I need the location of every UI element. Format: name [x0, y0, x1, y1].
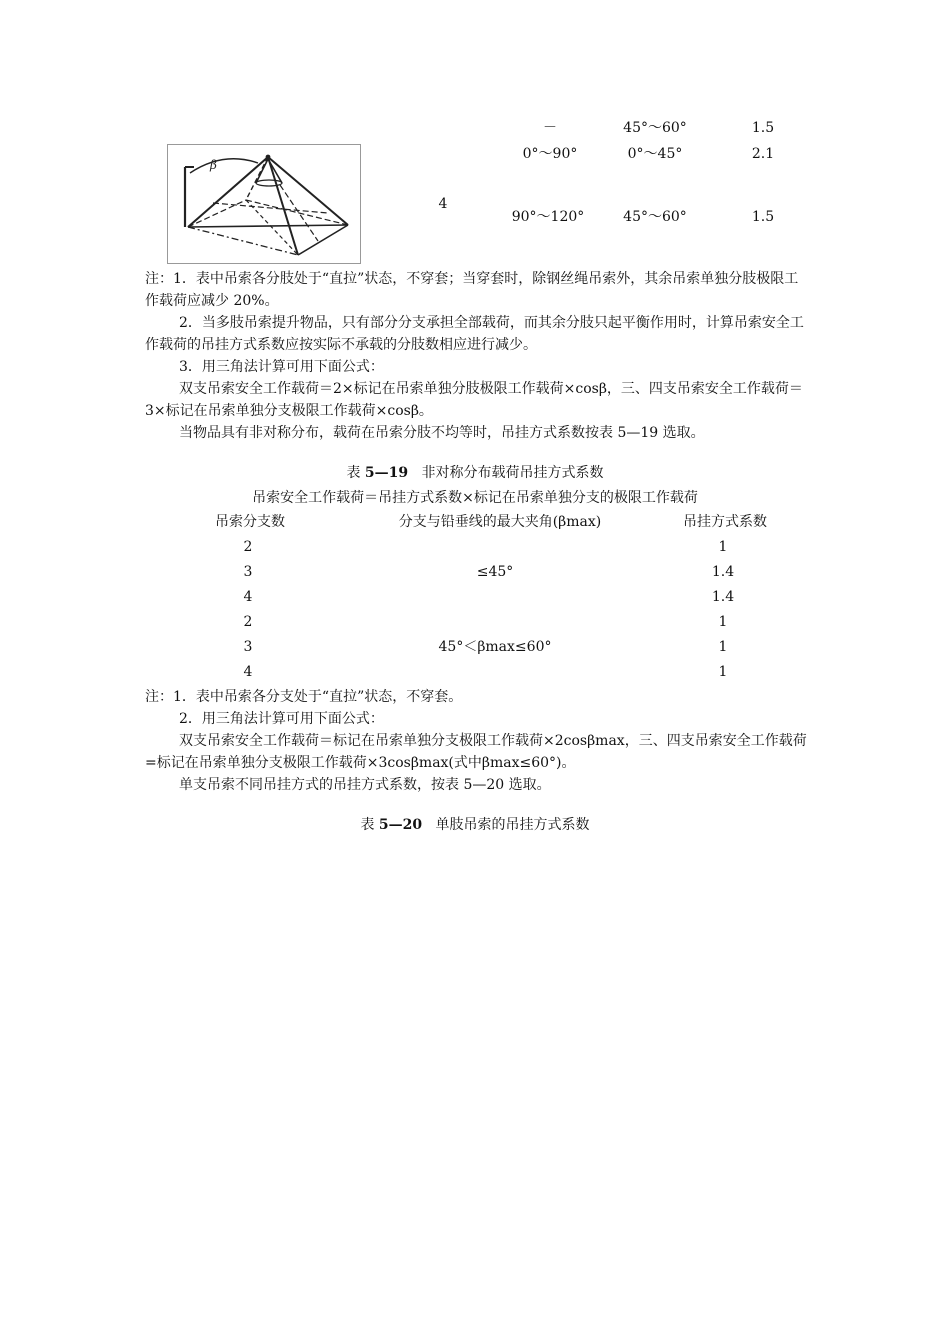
- note2-formula: 双支吊索安全工作载荷＝标记在吊索单独分支极限工作载荷×2cosβmax，三、四支吊索安全工作载荷=标记在吊索单独分支极限工作载荷×3cosβmax(式中βmax≤60°)。: [145, 733, 807, 771]
- table-row-factor: 1: [718, 664, 728, 680]
- table-row-branch: 2: [243, 539, 253, 555]
- cell-row-b-col-b: 0°～45°: [627, 146, 683, 162]
- table-5-20-caption: 表 5—20 单肢吊索的吊挂方式系数: [360, 817, 590, 833]
- cell-row-a-col-b: 45°～60°: [623, 120, 687, 136]
- table-row-branch: 3: [243, 564, 253, 580]
- angle-group-2: 45°＜βmax≤60°: [438, 639, 552, 655]
- angle-group-1: ≤45°: [476, 564, 514, 580]
- note1-item3: 3．用三角法计算可用下面公式：: [179, 359, 384, 375]
- cell-row-b-col-a: 0°～90°: [522, 146, 578, 162]
- header-max-angle: 分支与铅垂线的最大夹角(βmax): [398, 514, 602, 530]
- table-5-19-caption: 表 5—19 非对称分布载荷吊挂方式系数: [346, 465, 604, 481]
- cell-row-c-col-a: 90°～120°: [511, 209, 585, 225]
- cell-row-a-col-c: 1.5: [751, 120, 775, 136]
- note2-item1: 注：1．表中吊索各分支处于“直拉”状态，不穿套。: [145, 689, 463, 705]
- table-row-factor: 1: [718, 539, 728, 555]
- table-row-branch: 3: [243, 639, 253, 655]
- note1-formula: 双支吊索安全工作载荷＝2×标记在吊索单独分肢极限工作载荷×cosβ，三、四支吊索安全工作载荷＝3×标记在吊索单独分支极限工作载荷×cosβ。: [145, 381, 803, 419]
- table-row-branch: 4: [243, 589, 253, 605]
- cell-row-b-col-c: 2.1: [751, 146, 775, 162]
- cell-row-c-col-c: 1.5: [751, 209, 775, 225]
- table-row-factor: 1.4: [711, 564, 735, 580]
- table-5-19-formula: 吊索安全工作载荷＝吊挂方式系数×标记在吊索单独分支的极限工作载荷: [252, 490, 698, 506]
- note2-item2: 2．用三角法计算可用下面公式：: [179, 711, 384, 727]
- table-row-branch: 4: [243, 664, 253, 680]
- header-factor: 吊挂方式系数: [683, 514, 767, 530]
- cell-row-c-col-b: 45°～60°: [623, 209, 687, 225]
- cell-branch-count: 4: [438, 196, 448, 212]
- table-row-factor: 1.4: [711, 589, 735, 605]
- note1-reference: 当物品具有非对称分布，载荷在吊索分肢不均等时，吊挂方式系数按表 5—19 选取。: [179, 425, 705, 441]
- note1-item1: 注：1．表中吊索各分肢处于“直拉”状态，不穿套；当穿套时，除钢丝绳吊索外，其余吊索单独分肢极限工作载荷应减少 20%。: [145, 271, 799, 309]
- table-row-factor: 1: [718, 614, 728, 630]
- table-row-factor: 1: [718, 639, 728, 655]
- sling-diagram: [167, 144, 361, 264]
- header-branch-count: 吊索分支数: [215, 514, 285, 530]
- note2-reference: 单支吊索不同吊挂方式的吊挂方式系数，按表 5—20 选取。: [179, 777, 551, 793]
- table-row-branch: 2: [243, 614, 253, 630]
- pyramid-sling-illustration: [168, 145, 360, 263]
- cell-row-a-col-a: －: [543, 120, 557, 136]
- beta-label: β: [210, 158, 217, 172]
- note1-item2: 2．当多肢吊索提升物品，只有部分分支承担全部载荷，而其余分肢只起平衡作用时，计算吊索安全工作载荷的吊挂方式系数应按实际不承载的分肢数相应进行减少。: [145, 315, 804, 353]
